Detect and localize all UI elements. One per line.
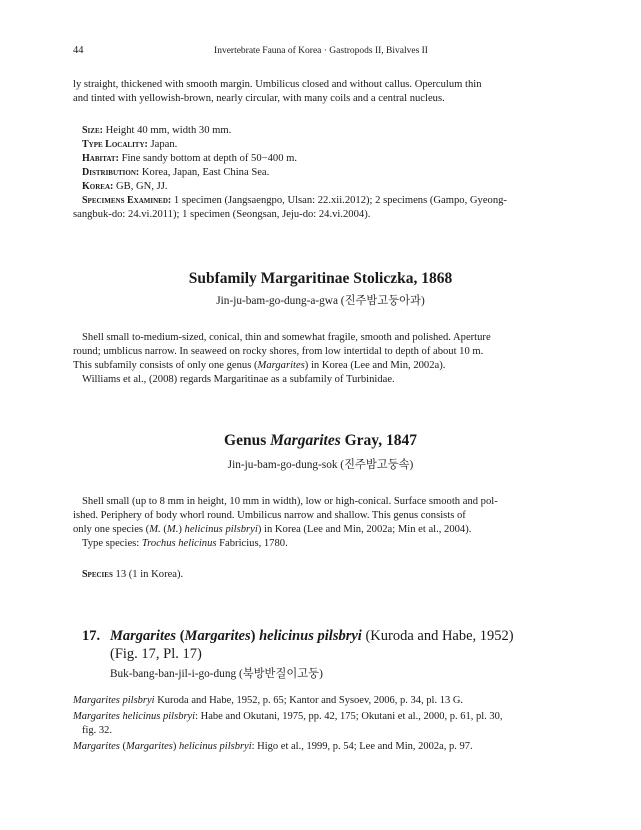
field-specimens-cont: sangbuk-do: 24.vi.2011); 1 specimen (Seongsan, Jeju-do: 24.vi.2004). xyxy=(73,209,371,220)
text-run: only one species ( xyxy=(73,524,150,535)
field-label: Species xyxy=(82,569,113,580)
citation-text: : Higo et al., 1999, p. 54; Lee and Min, 2002a, p. 97. xyxy=(251,741,473,752)
field-value: Height 40 mm, width 30 mm. xyxy=(105,125,232,136)
field-value: 13 (1 in Korea). xyxy=(115,569,184,580)
genus-name: Margarites xyxy=(73,741,120,752)
subfamily-romanized: Jin-ju-bam-go-dung-a-gwa (진주밤고둥아과) xyxy=(216,295,425,307)
field-label: Size: xyxy=(82,125,103,136)
field-label: Type Locality: xyxy=(82,139,148,150)
running-header xyxy=(73,45,569,59)
field-type-locality xyxy=(82,138,571,152)
field-value: 1 specimen (Jangsaengpo, Ulsan: 22.xii.2012); 2 specimens (Gampo, Gyeong- xyxy=(173,195,507,206)
field-label: Habitat: xyxy=(82,153,119,164)
text-run: Fabricius, 1780. xyxy=(216,538,288,549)
text-run: ) in Korea (Lee and Min, 2002a). xyxy=(304,360,446,371)
synonymy-entry xyxy=(73,740,571,754)
species-name-part: helicinus pilsbryi xyxy=(259,628,362,644)
genus-name: Margarites xyxy=(257,360,305,371)
species-name-part: ( xyxy=(176,628,185,644)
paragraph-line: Williams et al., (2008) regards Margaritinae as a subfamily of Turbinidae. xyxy=(82,374,395,385)
species-name-part: Margarites xyxy=(184,628,251,644)
synonymy-entry xyxy=(73,694,571,708)
page-number: 44 xyxy=(73,45,84,56)
synonymy-entry-cont xyxy=(73,724,571,738)
type-species-line xyxy=(73,537,571,551)
field-korea xyxy=(82,180,571,194)
genus-abbrev: M. xyxy=(166,524,179,535)
paragraph-line xyxy=(73,523,571,537)
species-name: helicinus pilsbryi xyxy=(179,741,252,752)
species-name-part: Margarites xyxy=(110,628,177,644)
citation-text: Kuroda and Habe, 1952, p. 65; Kantor and Sysoev, 2006, p. 34, pl. 13 G. xyxy=(154,695,464,706)
text-run: ( xyxy=(160,524,167,535)
field-value: GB, GN, JJ. xyxy=(116,181,168,192)
text-run: ) xyxy=(172,741,179,752)
species-number: 17. xyxy=(82,628,101,644)
paragraph-line xyxy=(73,359,571,373)
genus-title xyxy=(0,432,641,450)
field-label: Distribution: xyxy=(82,167,140,178)
field-distribution xyxy=(82,166,571,180)
title-run: Genus xyxy=(224,432,271,449)
species-name: Trochus helicinus xyxy=(141,538,217,549)
description-line: and tinted with yellowish-brown, nearly circular, with many coils and a central nucleus. xyxy=(73,93,445,104)
citation-text: : Habe and Okutani, 1975, pp. 42, 175; Okutani et al., 2000, p. 61, pl. 30, xyxy=(195,711,503,722)
field-label: Korea: xyxy=(82,181,114,192)
species-authority: (Kuroda and Habe, 1952) xyxy=(361,628,514,644)
genus-name: Margarites xyxy=(270,432,341,449)
genus-abbrev: M. xyxy=(149,524,161,535)
species-heading xyxy=(82,627,582,645)
field-value: Japan. xyxy=(150,139,178,150)
genus-romanized: Jin-ju-bam-go-dung-sok (진주밤고둥속) xyxy=(227,459,414,471)
title-run: Gray, 1847 xyxy=(340,432,417,449)
species-name: Margarites pilsbryi xyxy=(73,695,155,706)
citation-text: fig. 32. xyxy=(82,725,113,736)
field-value: Korea, Japan, East China Sea. xyxy=(141,167,270,178)
species-name-part: ) xyxy=(250,628,260,644)
subfamily-title: Subfamily Margaritinae Stoliczka, 1868 xyxy=(188,270,453,287)
text-run: ( xyxy=(119,741,126,752)
field-habitat xyxy=(82,152,571,166)
species-name: Margarites helicinus pilsbryi xyxy=(73,711,196,722)
synonymy-entry xyxy=(73,710,571,724)
field-value: Fine sandy bottom at depth of 50−400 m. xyxy=(121,153,298,164)
figure-reference: (Fig. 17, Pl. 17) xyxy=(110,646,202,662)
text-run: ) xyxy=(178,524,185,535)
running-title: Invertebrate Fauna of Korea · Gastropods II, Bivalves II xyxy=(214,46,428,56)
species-count xyxy=(82,568,571,582)
field-size xyxy=(82,124,571,138)
text-run: ) in Korea (Lee and Min, 2002a; Min et al., 2004). xyxy=(257,524,472,535)
field-specimens xyxy=(82,194,571,208)
paragraph-line: Shell small (up to 8 mm in height, 10 mm in width), low or high-conical. Surface smooth and pol- xyxy=(82,496,498,507)
paragraph-line: round; umblicus narrow. In seaweed on rocky shores, from low intertidal to depth of about 10 m. xyxy=(73,346,484,357)
text-run: Type species: xyxy=(82,538,142,549)
description-line: ly straight, thickened with smooth margin. Umbilicus closed and without callus. Operculum thin xyxy=(73,79,482,90)
genus-name: Margarites xyxy=(126,741,173,752)
paragraph-line: Shell small to-medium-sized, conical, thin and somewhat fragile, smooth and polished. Aperture xyxy=(82,332,491,343)
text-run: This subfamily consists of only one genus ( xyxy=(73,360,258,371)
species-name: helicinus pilsbryi xyxy=(184,524,258,535)
paragraph-line: ished. Periphery of body whorl round. Umbilicus narrow and shallow. This genus consists of xyxy=(73,510,466,521)
species-romanized: Buk-bang-ban-jil-i-go-dung (북방반질이고둥) xyxy=(110,668,323,680)
field-label: Specimens Examined: xyxy=(82,195,172,206)
